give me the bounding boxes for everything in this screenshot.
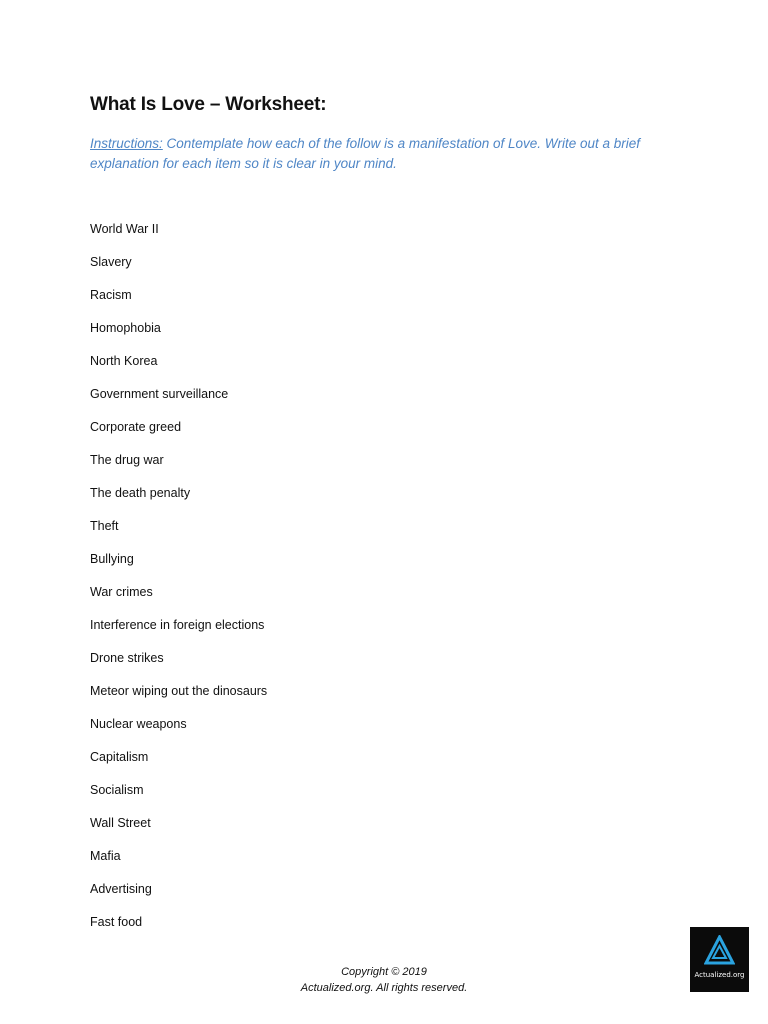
list-item: World War II (90, 222, 159, 236)
list-item: Slavery (90, 255, 132, 269)
list-item: Wall Street (90, 816, 151, 830)
list-item: North Korea (90, 354, 158, 368)
list-item: Corporate greed (90, 420, 182, 434)
worksheet-list (90, 220, 267, 946)
list-item: Socialism (90, 783, 144, 797)
list-item: The drug war (90, 453, 164, 467)
list-item: Mafia (90, 849, 121, 863)
list-item: Racism (90, 288, 132, 302)
copyright-line: Copyright © 2019 (341, 966, 427, 978)
list-item: Fast food (90, 915, 143, 929)
list-item: Advertising (90, 882, 152, 896)
list-item: Government surveillance (90, 387, 229, 401)
list-item: Nuclear weapons (90, 717, 187, 731)
list-item: Meteor wiping out the dinosaurs (90, 684, 268, 698)
list-item: Theft (90, 519, 119, 533)
instructions-label: Instructions: (90, 136, 163, 151)
list-item: Homophobia (90, 321, 161, 335)
list-item: War crimes (90, 585, 153, 599)
list-item: Drone strikes (90, 651, 164, 665)
list-item: Bullying (90, 552, 134, 566)
triangle-logo-icon (704, 935, 735, 965)
rights-line: Actualized.org. All rights reserved. (300, 982, 468, 994)
list-item: Interference in foreign elections (90, 618, 265, 632)
list-item: The death penalty (90, 486, 191, 500)
copyright-footer (0, 964, 768, 996)
logo-badge (690, 927, 749, 992)
page-title: What Is Love – Worksheet: (90, 94, 327, 115)
instructions (90, 134, 650, 174)
logo-text: Actualized.org (694, 971, 745, 979)
list-item: Capitalism (90, 750, 149, 764)
instructions-text: Contemplate how each of the follow is a manifestation of Love. Write out a brief explanation for each item so it is clear in your mind. (90, 136, 641, 171)
